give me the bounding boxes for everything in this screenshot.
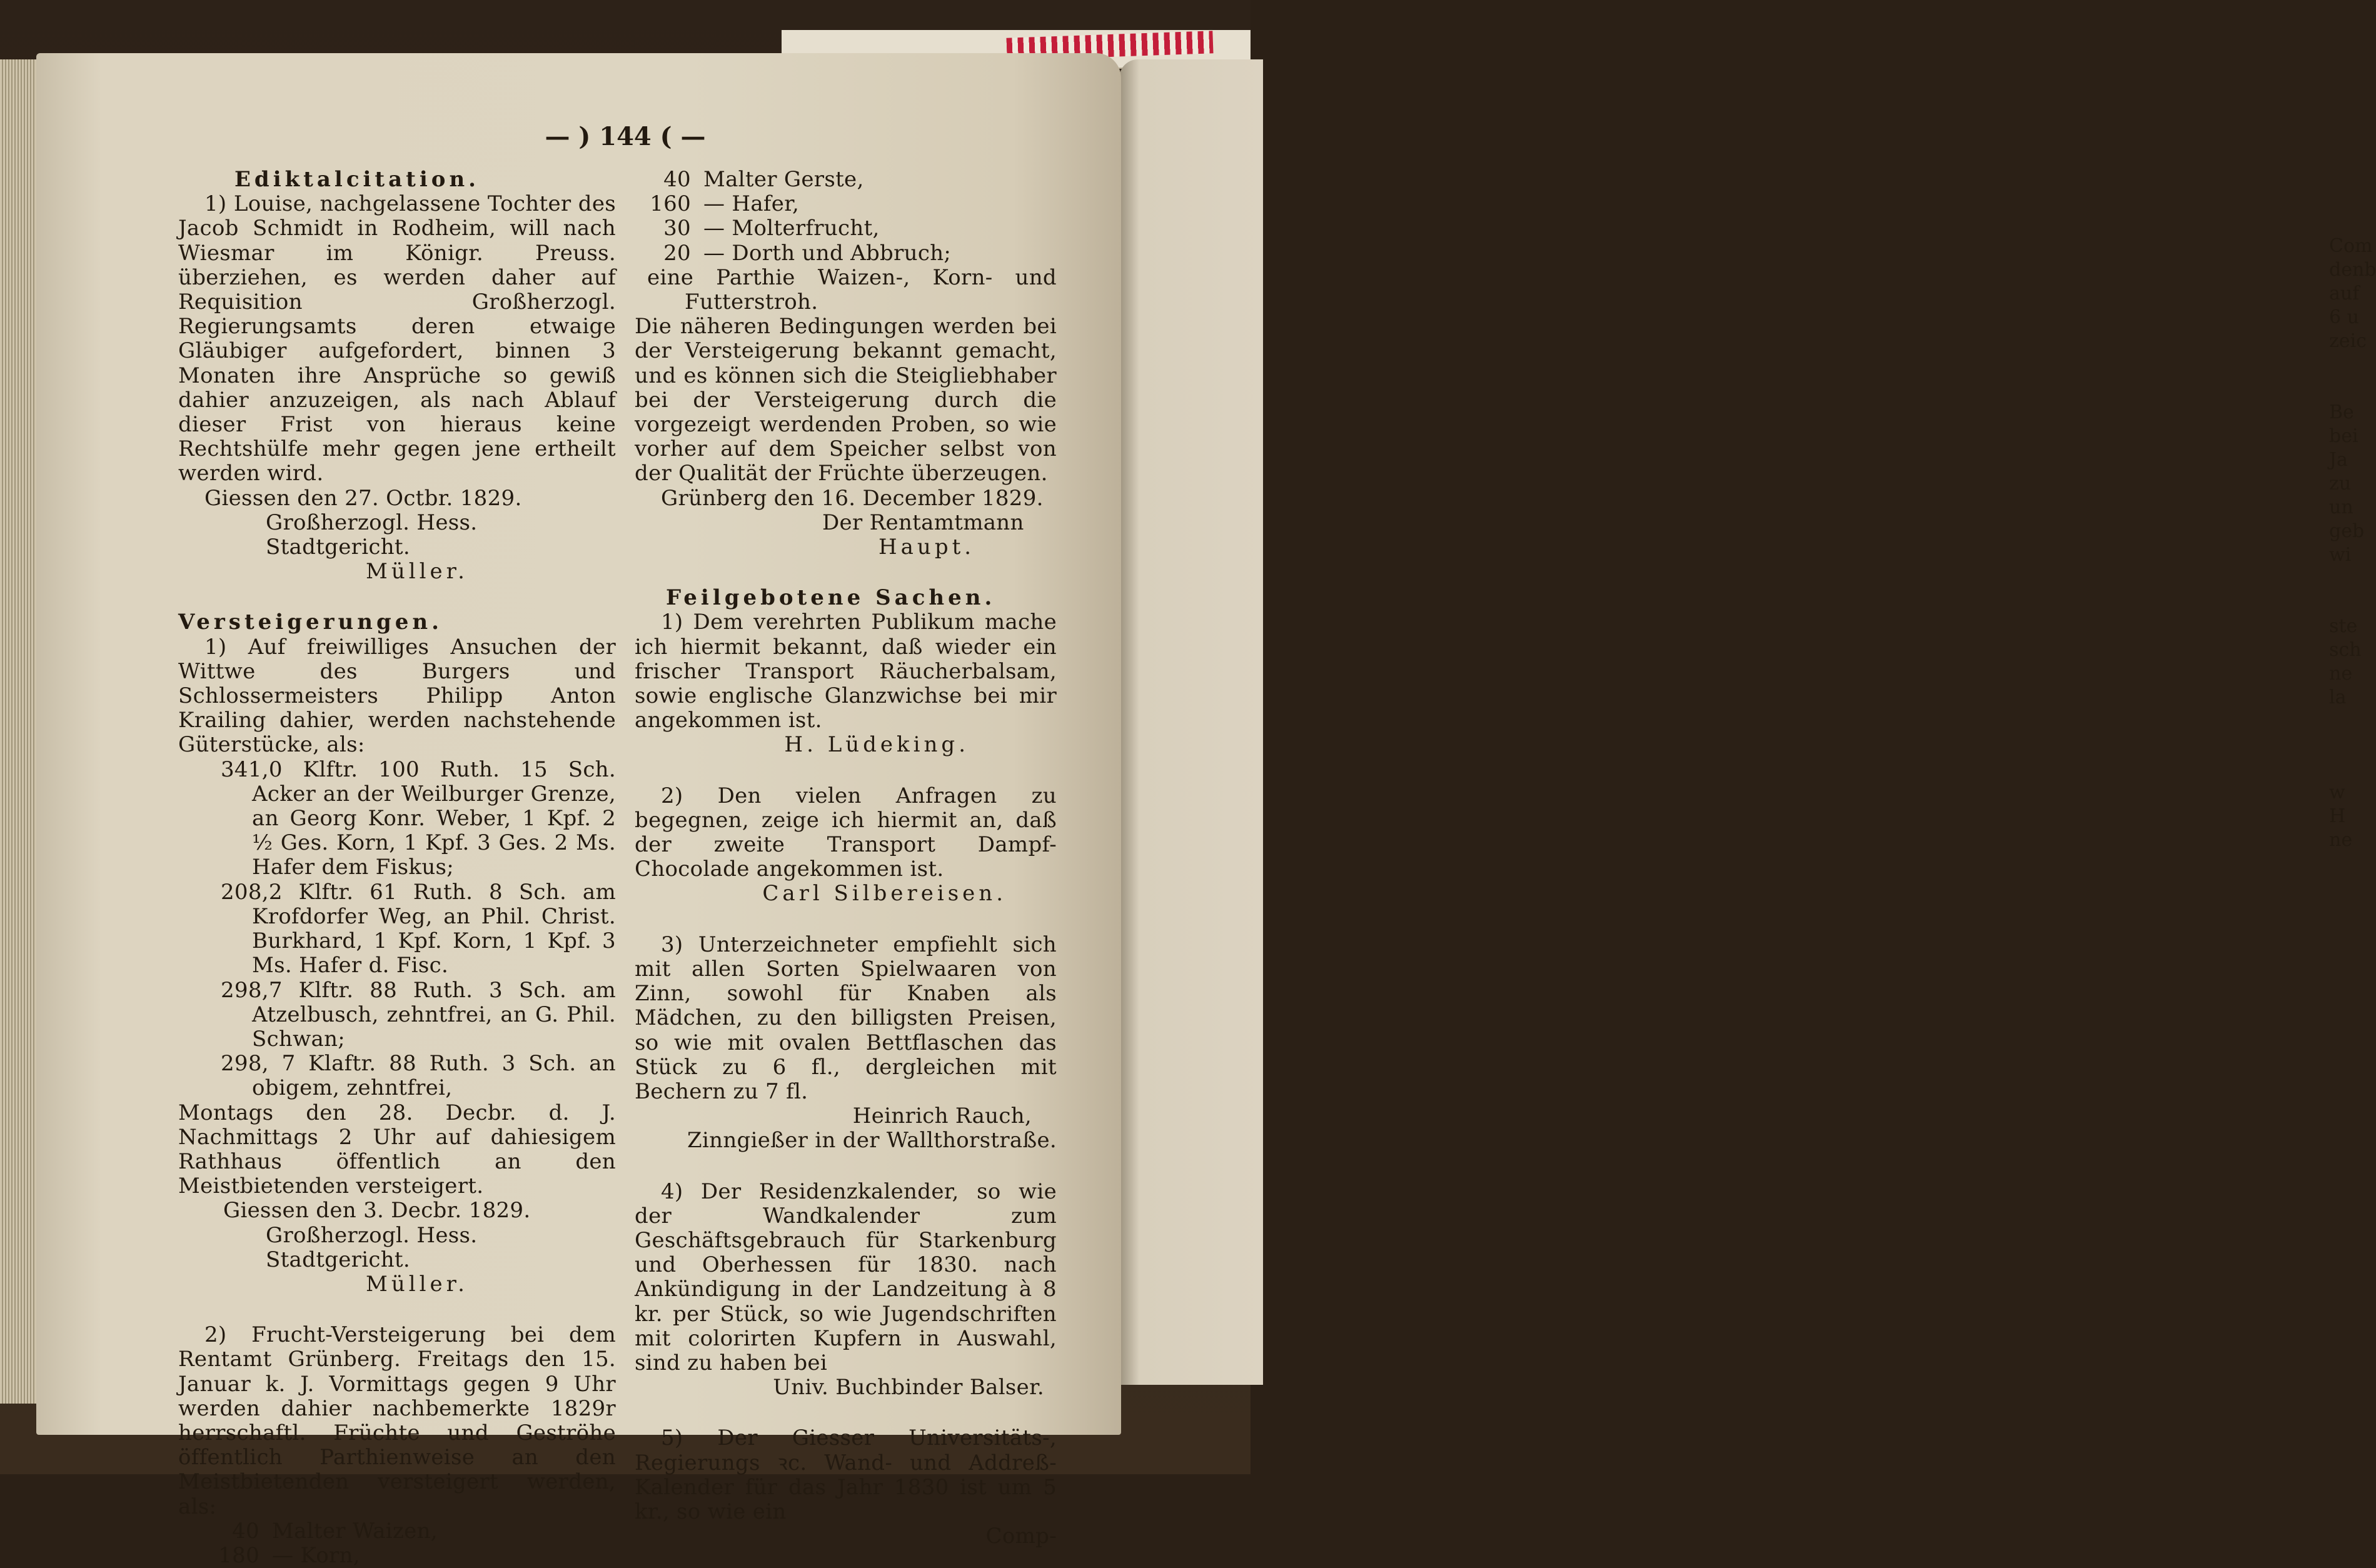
lot-item: Malter Waizen, bbox=[272, 1518, 438, 1544]
next-page-fragment: Be bbox=[2329, 401, 2354, 423]
next-page-fragment: zu bbox=[2329, 473, 2352, 495]
page-block-edges bbox=[0, 59, 38, 1404]
next-page-fragment: Ja bbox=[2329, 449, 2348, 471]
auction2-lot bbox=[635, 168, 1057, 192]
ad3-signature-line2: Zinngießer in der Wallthorstraße. bbox=[687, 1128, 1057, 1153]
page-number: — ) 144 ( — bbox=[545, 122, 706, 151]
auction1-lot: 298,7 Klftr. 88 Ruth. 3 Sch. am Atzelbusch, zehntfrei, an G. Phil. Schwan; bbox=[221, 977, 616, 1052]
auction2-conditions: Die näheren Bedingungen werden bei der Versteigerung bekannt gemacht, und es können sich die Steigliebhaber bei der Versteigerung durch die vorgezeigt werdenden Proben, so wie vorher auf dem Speicher selbst von der Qualität der Früchte überzeugen. bbox=[635, 314, 1057, 486]
edict-body: 1) Louise, nachgelassene Tochter des Jacob Schmidt in Rodheim, will nach Wiesmar im Königr. Preuss. überziehen, es werden daher auf Requisition Großherzogl. Regierungsamts deren etwaige Gläubiger aufgefordert, binnen 3 Monaten ihre Ansprüche so gewiß dahier anzuzeigen, als nach Ablauf dieser Frist von hieraus keine Rechtshülfe mehr gegen jene ertheilt werden wird. bbox=[178, 191, 616, 486]
next-page-fragment: bei bbox=[2329, 425, 2358, 447]
lot-quantity: 40 bbox=[232, 1518, 259, 1544]
lot-quantity: 160 bbox=[650, 191, 691, 217]
auction2-lot bbox=[635, 216, 1057, 241]
next-page-fragment: auf bbox=[2329, 283, 2360, 304]
next-page-fragment: la bbox=[2329, 686, 2347, 708]
lot-item: — Korn, bbox=[272, 1542, 360, 1568]
next-page-fragment: sch bbox=[2329, 639, 2362, 661]
lot-item: — Molterfrucht, bbox=[703, 216, 880, 241]
auction1-lots bbox=[178, 758, 616, 1101]
ad4-text: 4) Der Residenzkalender, so wie der Wandkalender zum Geschäftsgebrauch für Starkenburg und Oberhessen für 1830. nach Ankündigung in der Landzeitung à 8 kr. per Stück, so wie Jugendschriften mit colorirten Kupfern in Auswahl, sind zu haben bei bbox=[635, 1179, 1057, 1375]
ad1-text: 1) Dem verehrten Publikum mache ich hiermit bekannt, daß wieder ein frischer Transport Räucherbalsam, sowie englische Glanzwichse bei mir angekommen ist. bbox=[635, 610, 1057, 733]
lot-quantity: 30 bbox=[663, 216, 691, 241]
next-page-text bbox=[2329, 234, 2376, 852]
ad1-signature: H. Lüdeking. bbox=[784, 732, 969, 758]
lot-item: Malter Gerste, bbox=[703, 167, 864, 192]
next-page-fragment: ne bbox=[2329, 829, 2353, 851]
next-page-fragment: geb bbox=[2329, 520, 2365, 542]
next-page-fragment: ne bbox=[2329, 663, 2353, 685]
ad3-text: 3) Unterzeichneter empfiehlt sich mit allen Sorten Spielwaaren von Zinn, sowohl für Knaben als Mädchen, zu den billigsten Preisen, so wie mit ovalen Bettflaschen das Stück zu 6 fl., dergleichen mit Bechern zu 7 fl. bbox=[635, 932, 1057, 1104]
lot-quantity: 180 bbox=[218, 1542, 259, 1568]
auction2-lot bbox=[635, 241, 1057, 266]
catchword: Comp- bbox=[985, 1524, 1057, 1549]
ad2-text: 2) Den vielen Anfragen zu begegnen, zeige ich hiermit an, daß der zweite Transport Dampf-Chocolade angekommen ist. bbox=[635, 783, 1057, 882]
ad3-signature: Heinrich Rauch, bbox=[852, 1103, 1032, 1129]
next-page-fragment: denb bbox=[2329, 259, 2376, 281]
edict-signature: Müller. bbox=[366, 559, 468, 585]
next-page-fragment: w bbox=[2329, 781, 2345, 803]
next-page-fragment: Com bbox=[2329, 235, 2373, 257]
auction1-signature: Müller. bbox=[366, 1271, 468, 1297]
auction2-lot bbox=[635, 192, 1057, 216]
auction2-lots bbox=[178, 1519, 616, 1568]
auctions-heading: Versteigerungen. bbox=[178, 610, 443, 635]
next-page-fragment: 6 u bbox=[2329, 306, 2359, 328]
auction1-lot: 298, 7 Klaftr. 88 Ruth. 3 Sch. an obigem, zehntfrei, bbox=[221, 1051, 616, 1101]
auction2-date: Grünberg den 16. December 1829. bbox=[661, 485, 1044, 511]
auction1-date: Giessen den 3. Decbr. 1829. bbox=[223, 1198, 531, 1224]
lot-item: — Hafer, bbox=[703, 191, 800, 217]
lot-item: — Dorth und Abbruch; bbox=[703, 240, 952, 266]
ad4-signature: Univ. Buchbinder Balser. bbox=[773, 1375, 1044, 1400]
auction2-authority: Der Rentamtmann bbox=[822, 510, 1024, 535]
ad2-signature: Carl Silbereisen. bbox=[762, 881, 1007, 907]
for-sale-heading: Feilgebotene Sachen. bbox=[666, 585, 996, 611]
ad5-text: 5) Der Giesser Universitäts-, Regierungs ꝛc. Wand- und Addreß-Kalender für das Jahr 1830 ist um 5 kr., so wie ein bbox=[635, 1425, 1057, 1524]
auction2-lot bbox=[203, 1519, 616, 1544]
left-column bbox=[178, 168, 616, 1568]
auction1-lot: 341,0 Klftr. 100 Ruth. 15 Sch. Acker an der Weilburger Grenze, an Georg Konr. Weber, 1 Kpf. 2 ½ Ges. Korn, 1 Kpf. 3 Ges. 2 Ms. Hafer dem Fiskus; bbox=[221, 756, 616, 880]
edict-date: Giessen den 27. Octbr. 1829. bbox=[204, 485, 522, 511]
next-page-fragment: zeic bbox=[2329, 330, 2367, 352]
next-page bbox=[1119, 59, 2376, 1385]
auction1-outro: Montags den 28. Decbr. d. J. Nachmittags 2 Uhr auf dahiesigem Rathhaus öffentlich an den Meistbietenden versteigert. bbox=[178, 1100, 616, 1199]
auction2-lots-continued bbox=[635, 168, 1057, 266]
edict-heading: Ediktalcitation. bbox=[234, 167, 480, 192]
lot-quantity: 20 bbox=[663, 240, 691, 266]
right-column bbox=[635, 168, 1057, 1549]
auction2-intro: 2) Frucht-Versteigerung bei dem Rentamt Grünberg. Freitags den 15. Januar k. J. Vormittags gegen 9 Uhr werden dahier nachbemerkte 1829r herrschaftl. Früchte und Geströhe öffentlich Parthienweise an den Meistbietenden versteigert werden, als: bbox=[178, 1322, 616, 1519]
auction1-lot: 208,2 Klftr. 61 Ruth. 8 Sch. am Krofdorfer Weg, an Phil. Christ. Burkhard, 1 Kpf. Korn, 1 Kpf. 3 Ms. Hafer d. Fisc. bbox=[221, 879, 616, 978]
next-page-fragment: un bbox=[2329, 496, 2353, 518]
edict-authority: Großherzogl. Hess. Stadtgericht. bbox=[266, 510, 478, 560]
auction2-signature: Haupt. bbox=[878, 535, 975, 560]
lot-quantity: 40 bbox=[663, 167, 691, 192]
next-page-fragment: H bbox=[2329, 805, 2346, 827]
auction1-authority: Großherzogl. Hess. Stadtgericht. bbox=[266, 1222, 478, 1272]
auction1-intro: 1) Auf freiwilliges Ansuchen der Wittwe des Burgers und Schlossermeisters Philipp Anton Krailing dahier, werden nachstehende Güterstücke, als: bbox=[178, 634, 616, 758]
auction2-lots-extra: eine Parthie Waizen-, Korn- und Futterstroh. bbox=[647, 264, 1057, 315]
next-page-fragment: ste bbox=[2329, 615, 2358, 637]
next-page-fragment: wi bbox=[2329, 544, 2352, 566]
auction2-lot bbox=[203, 1544, 616, 1568]
